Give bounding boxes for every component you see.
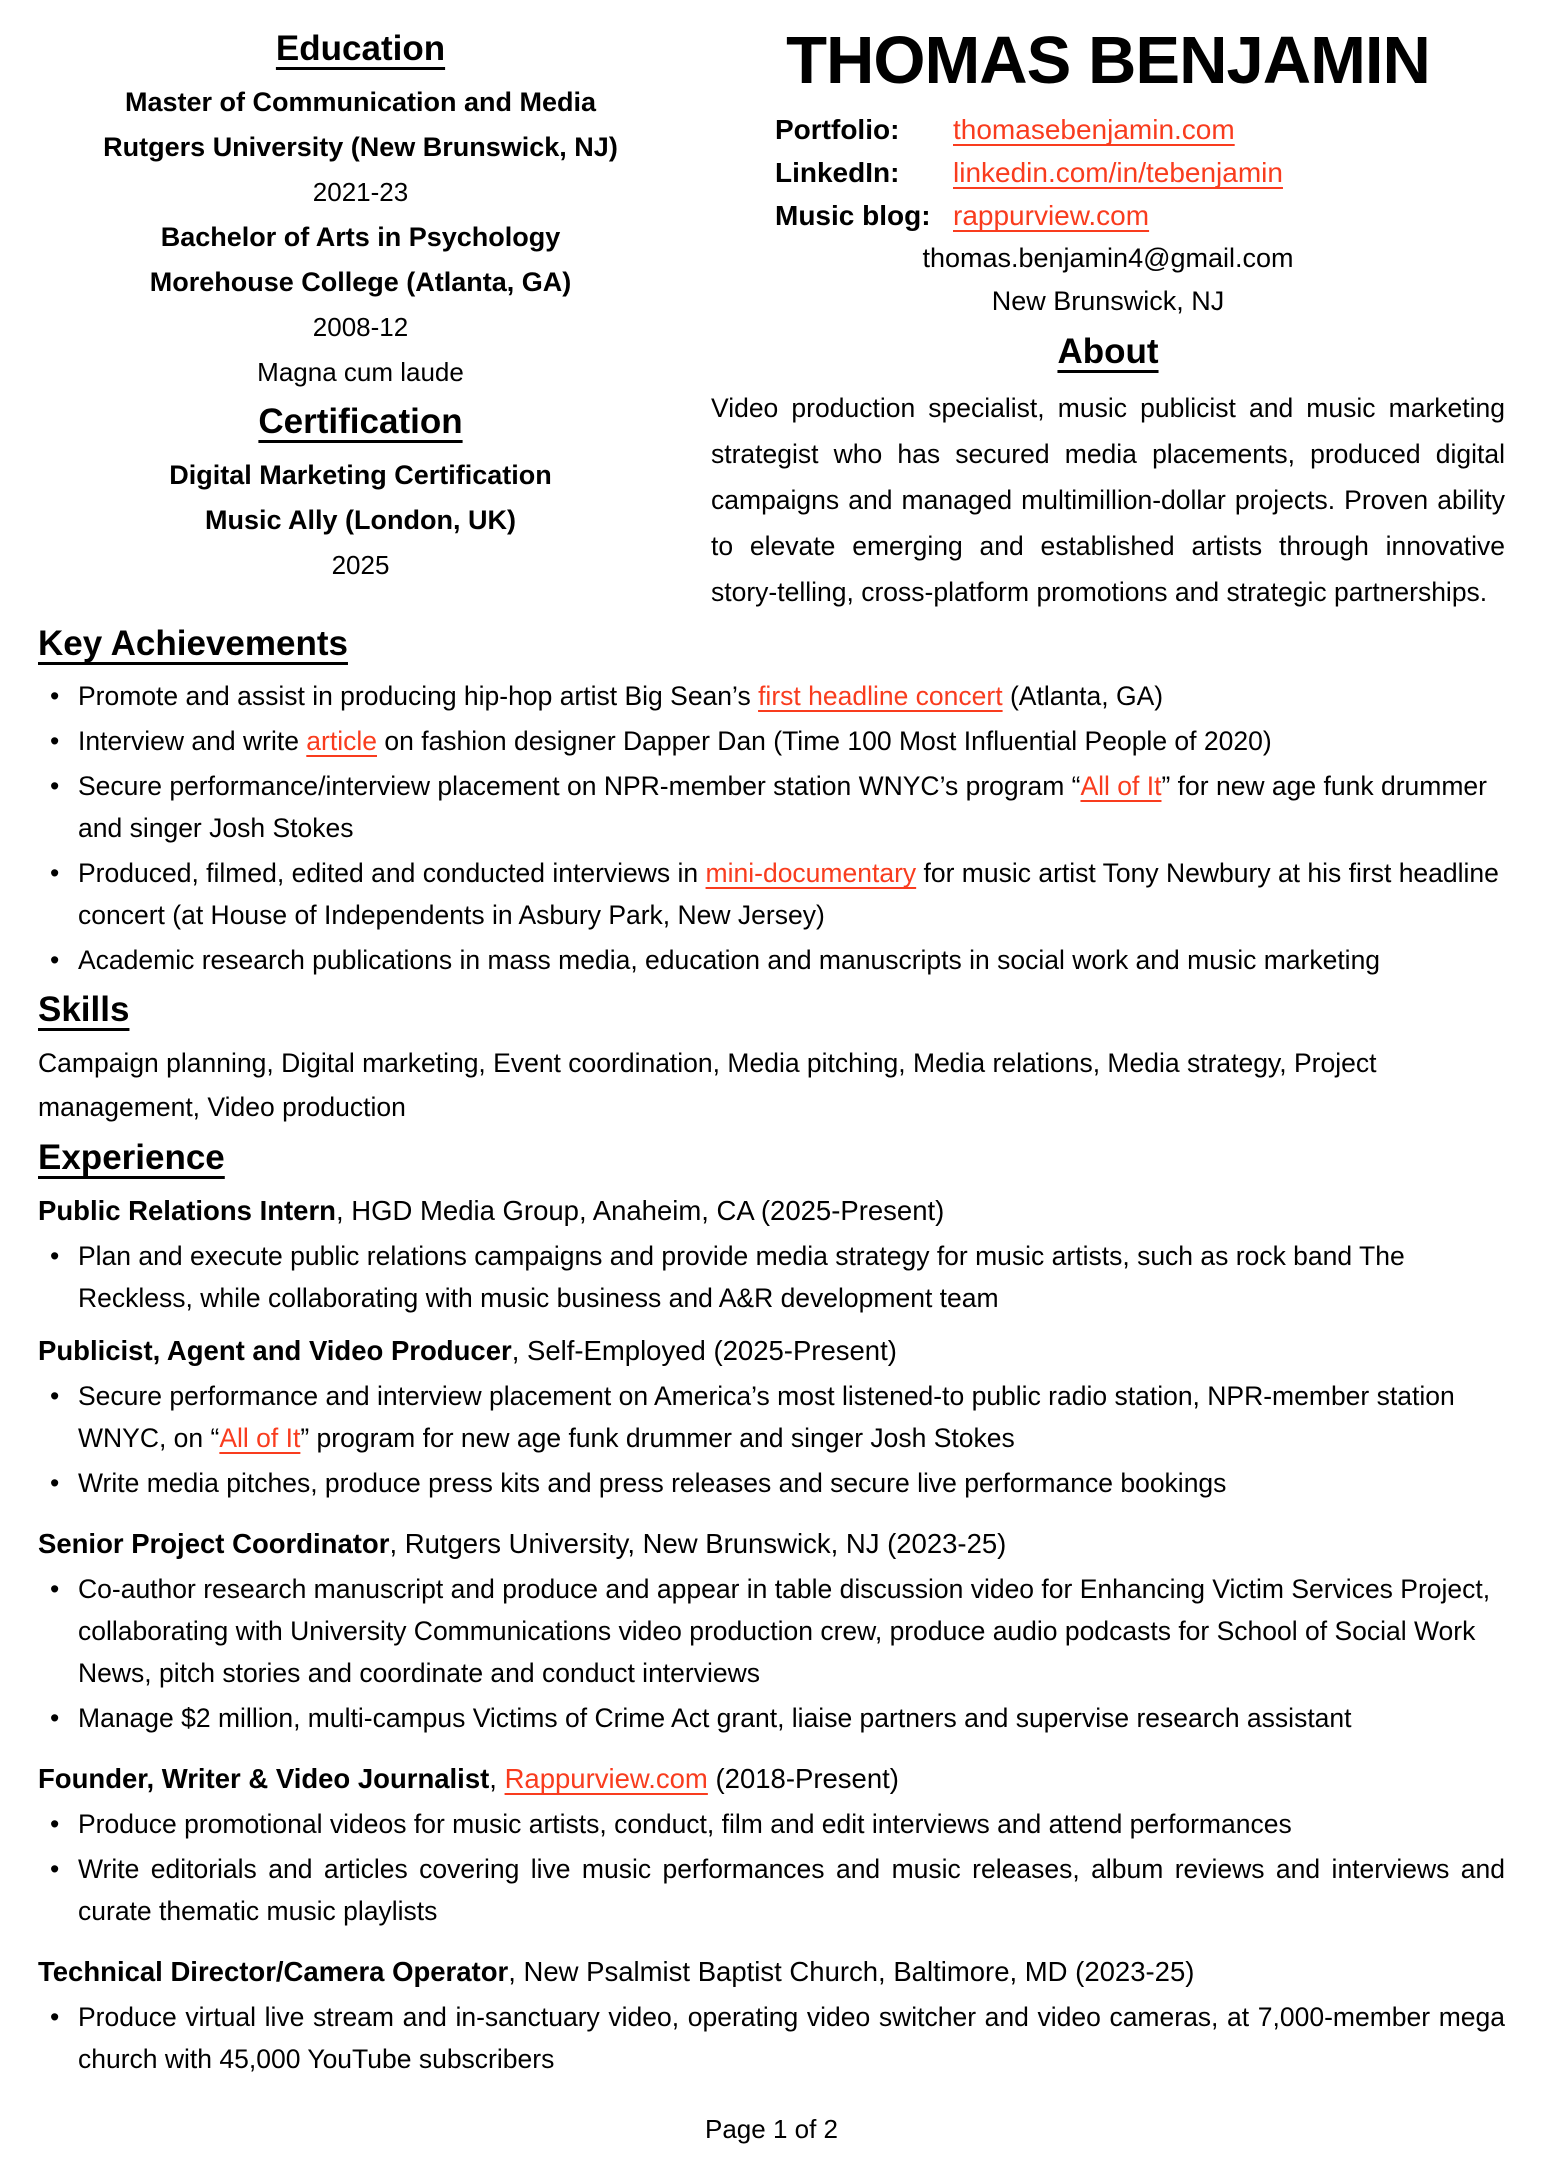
list-item	[38, 1697, 1505, 1739]
job-bullets	[38, 1996, 1505, 2080]
job-title-line	[38, 1191, 1505, 1231]
job-title-line	[38, 1524, 1505, 1564]
bullet-text: Secure performance and interview placement on America’s most listened-to public radio station, NPR-member station WNYC, on “	[78, 1381, 1455, 1454]
experience-heading: Experience	[38, 1138, 225, 1178]
list-item	[38, 720, 1505, 762]
job-meta: , HGD Media Group, Anaheim, CA (2025-Present)	[335, 1195, 945, 1227]
contact-row-portfolio	[775, 108, 1505, 151]
key-achievements-list	[38, 675, 1505, 981]
location: New Brunswick, NJ	[991, 286, 1225, 317]
certification-date: 2025	[331, 550, 390, 580]
bullet-text: Manage $2 million, multi-campus Victims of Crime Act grant, liaise partners and supervise research assistant	[78, 1703, 1352, 1734]
skills-heading: Skills	[38, 990, 130, 1030]
job-meta: (2018-Present)	[707, 1763, 899, 1795]
education-dates: 2008-12	[312, 312, 409, 342]
job-title: Founder, Writer & Video Journalist	[38, 1763, 490, 1795]
list-item	[38, 675, 1505, 717]
email: thomas.benjamin4@gmail.com	[922, 243, 1294, 274]
bullet-text: Produced, filmed, edited and conducted interviews in	[78, 858, 706, 889]
job-meta: , New Psalmist Baptist Church, Baltimore, MD (2023-25)	[508, 1956, 1195, 1988]
bullet-text: on fashion designer Dapper Dan (Time 100 Most Influential People of 2020)	[377, 726, 1272, 757]
education-degree: Master of Communication and Media	[124, 87, 597, 117]
job-meta: , Self-Employed (2025-Present)	[511, 1335, 897, 1367]
bullet-text: Write media pitches, produce press kits and press releases and secure live performance bookings	[78, 1468, 1227, 1499]
person-name: THOMAS BENJAMIN	[786, 23, 1430, 98]
contact-label: Music blog:	[775, 200, 931, 232]
job-meta: , Rutgers University, New Brunswick, NJ (2023-25)	[389, 1528, 1007, 1560]
bullet-text: Interview and write	[78, 726, 307, 757]
bullet-text: for music artist Tony Newbury at his first headline concert (at House of Independents in Asbury Park, New Jersey)	[78, 858, 1499, 931]
job-title: Publicist, Agent and Video Producer	[38, 1335, 512, 1367]
experience-entry	[38, 1524, 1505, 1739]
bullet-text: Promote and assist in producing hip-hop artist Big Sean’s	[78, 681, 759, 712]
job-meta: ,	[489, 1763, 505, 1795]
list-item	[38, 1848, 1505, 1932]
job-bullets	[38, 1375, 1505, 1504]
bullet-text: Write editorials and articles covering live music performances and music releases, album reviews and interviews and curate thematic music playlists	[78, 1854, 1505, 1927]
certification-heading: Certification	[258, 402, 463, 441]
linkedin-link[interactable]: linkedin.com/in/tebenjamin	[953, 157, 1283, 189]
certification-title: Digital Marketing Certification	[169, 460, 552, 490]
list-item	[38, 1803, 1505, 1845]
bullet-text: (Atlanta, GA)	[1002, 681, 1164, 712]
list-item	[38, 1568, 1505, 1694]
education-heading: Education	[275, 29, 446, 68]
skills-text: Campaign planning, Digital marketing, Event coordination, Media pitching, Media relations, Media strategy, Project management, Video production	[38, 1048, 1377, 1123]
bullet-text: Secure performance/interview placement on NPR-member station WNYC’s program “	[78, 771, 1081, 802]
all-of-it-link[interactable]: All of It	[1080, 771, 1162, 802]
bullet-text: Co-author research manuscript and produce and appear in table discussion video for Enhancing Victim Services Project, collaborating with University Communications video production crew, produce audio podcasts for School of Social Work News, pitch stories and coordinate and conduct interviews	[78, 1574, 1491, 1689]
education-dates: 2021-23	[312, 177, 409, 207]
job-bullets	[38, 1803, 1505, 1932]
all-of-it-link[interactable]: All of It	[219, 1423, 301, 1454]
list-item	[38, 852, 1505, 936]
experience-entry	[38, 1331, 1505, 1504]
job-title: Public Relations Intern	[38, 1195, 336, 1227]
key-achievements-heading: Key Achievements	[38, 624, 348, 664]
job-title: Technical Director/Camera Operator	[38, 1956, 509, 1988]
job-title-line	[38, 1952, 1505, 1992]
page-number: Page 1 of 2	[705, 2114, 838, 2145]
list-item	[38, 1235, 1505, 1319]
music-blog-link[interactable]: rappurview.com	[953, 200, 1150, 232]
right-column	[711, 23, 1505, 615]
contact-label: LinkedIn:	[775, 157, 900, 189]
mini-documentary-link[interactable]: mini-documentary	[705, 858, 917, 889]
list-item	[38, 1375, 1505, 1459]
bullet-text: ” for new age funk drummer and singer Josh Stokes	[78, 771, 1487, 844]
job-title: Senior Project Coordinator	[38, 1528, 390, 1560]
education-degree: Bachelor of Arts in Psychology	[160, 222, 561, 252]
education-school: Rutgers University (New Brunswick, NJ)	[103, 132, 618, 162]
about-text: Video production specialist, music publicist and music marketing strategist who has secured media placements, produced digital campaigns and managed multimillion-dollar projects. Proven ability to elevate emerging and established artists through innovative story-telling, cross-platform promotions and strategic partnerships.	[711, 393, 1505, 608]
job-title-line	[38, 1331, 1505, 1371]
contact-row-linkedin	[775, 151, 1505, 194]
bullet-text: Academic research publications in mass media, education and manuscripts in social work and music marketing	[78, 945, 1381, 976]
certification-issuer: Music Ally (London, UK)	[205, 505, 516, 535]
bullet-text: Produce virtual live stream and in-sanctuary video, operating video switcher and video cameras, at 7,000-member mega church with 45,000 YouTube subscribers	[78, 2002, 1505, 2075]
top-section	[38, 23, 1505, 615]
job-bullets	[38, 1568, 1505, 1739]
experience-entry	[38, 1191, 1505, 1319]
article-link[interactable]: article	[306, 726, 377, 757]
bullet-text: Produce promotional videos for music artists, conduct, film and edit interviews and attend performances	[78, 1809, 1292, 1840]
experience-entry	[38, 1952, 1505, 2080]
job-bullets	[38, 1235, 1505, 1319]
education-school: Morehouse College (Atlanta, GA)	[149, 267, 572, 297]
list-item	[38, 765, 1505, 849]
left-column	[38, 26, 683, 588]
portfolio-link[interactable]: thomasebenjamin.com	[953, 114, 1235, 146]
contact-label: Portfolio:	[775, 114, 900, 146]
bullet-text: ” program for new age funk drummer and singer Josh Stokes	[300, 1423, 1015, 1454]
contact-row-music-blog	[775, 194, 1505, 237]
education-honors: Magna cum laude	[257, 357, 464, 387]
first-headline-concert-link[interactable]: first headline concert	[758, 681, 1003, 712]
list-item	[38, 1462, 1505, 1504]
contact-block	[711, 108, 1505, 237]
bullet-text: Plan and execute public relations campaigns and provide media strategy for music artists, such as rock band The Reckless, while collaborating with music business and A&R development team	[78, 1241, 1405, 1314]
about-heading: About	[1057, 332, 1159, 372]
experience-entry	[38, 1759, 1505, 1932]
list-item	[38, 939, 1505, 981]
rappurview-link[interactable]: Rappurview.com	[504, 1763, 708, 1795]
list-item	[38, 1996, 1505, 2080]
job-title-line	[38, 1759, 1505, 1799]
